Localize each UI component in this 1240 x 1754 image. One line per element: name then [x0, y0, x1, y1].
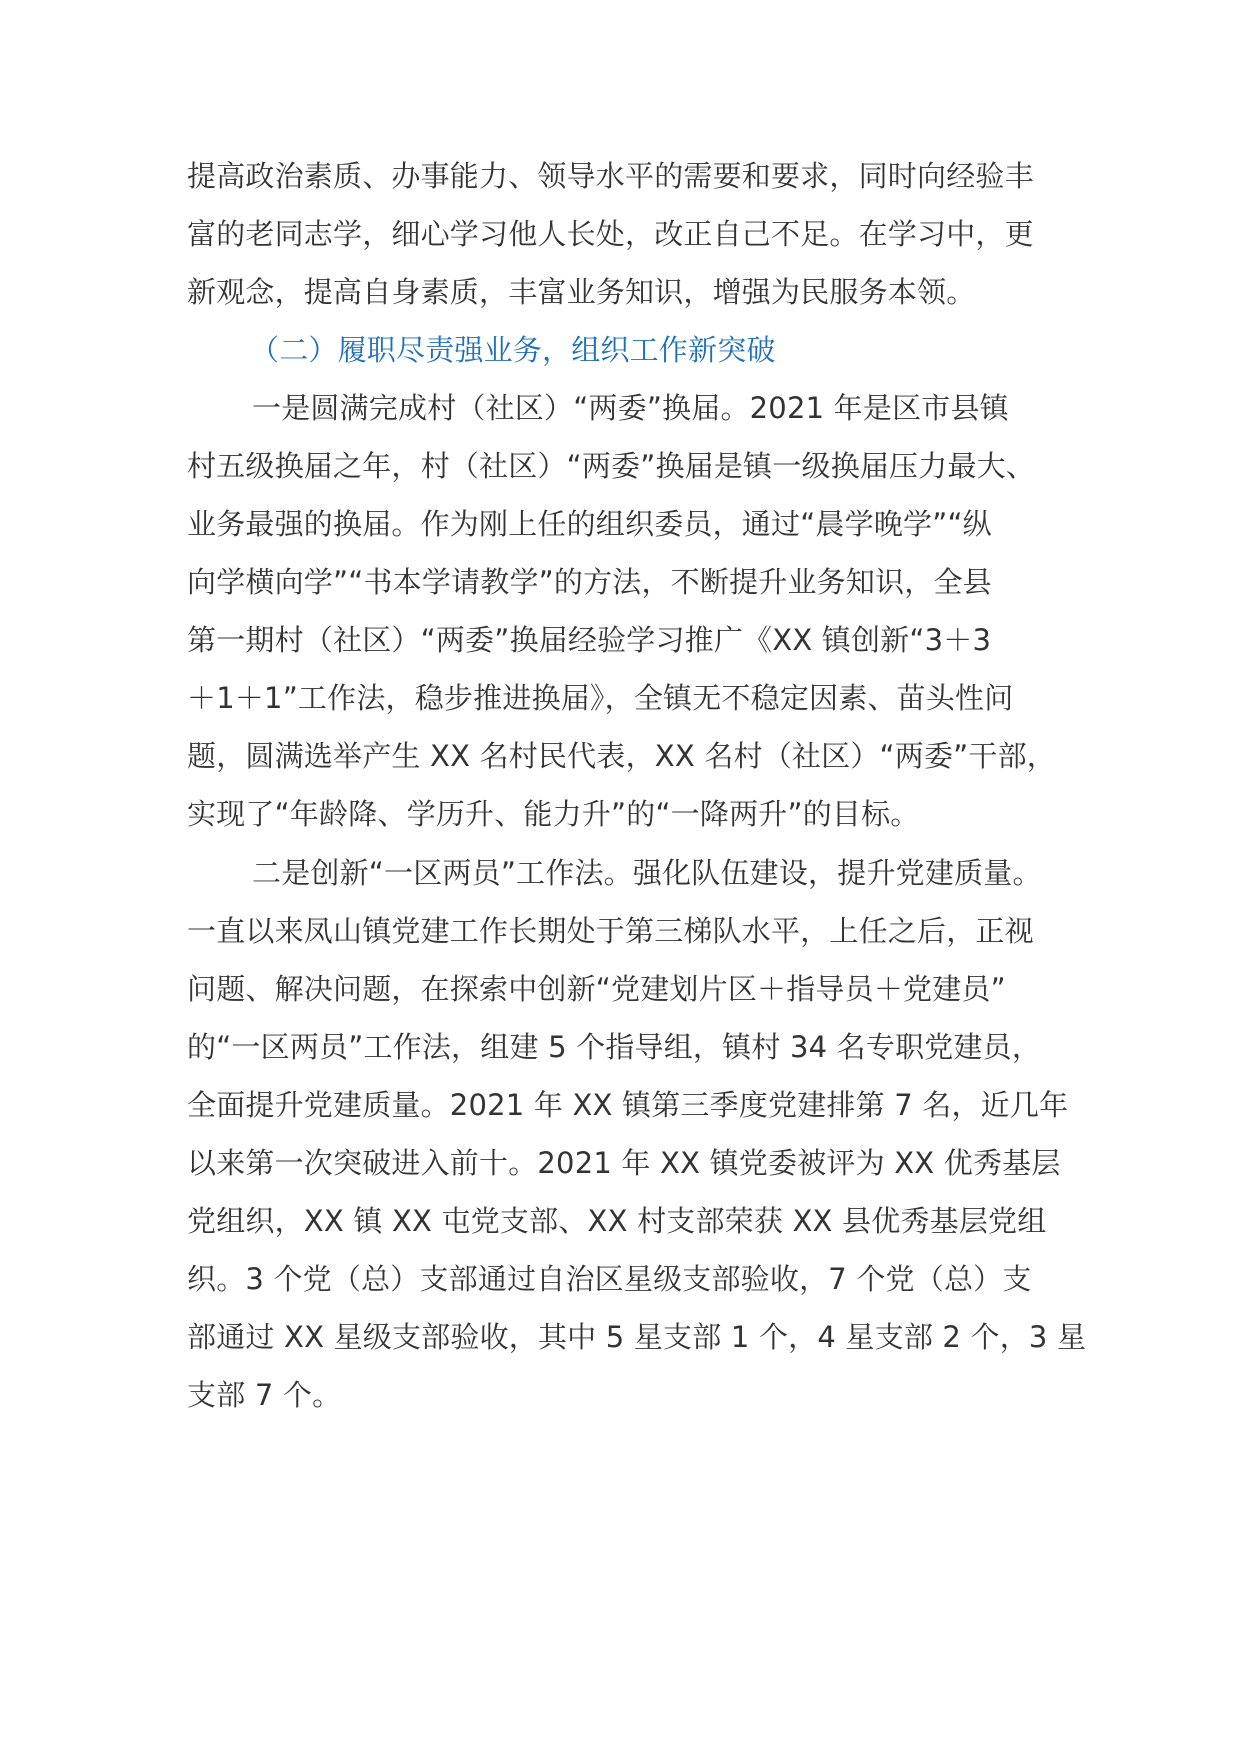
paragraph-line: 一是圆满完成村（社区）“两委”换届。2021 年是区市县镇 [252, 391, 1009, 425]
paragraph-line: 织。3 个党（总）支部通过自治区星级支部验收，7 个党（总）支 [187, 1262, 1032, 1296]
paragraph-line: 问题、解决问题，在探索中创新“党建划片区＋指导员＋党建员” [187, 972, 1006, 1006]
paragraph-line: 提高政治素质、办事能力、领导水平的需要和要求，同时向经验丰 [187, 159, 1034, 193]
paragraph-line: 富的老同志学，细心学习他人长处，改正自己不足。在学习中，更 [187, 217, 1034, 251]
paragraph-line: 一直以来凤山镇党建工作长期处于第三梯队水平，上任之后，正视 [187, 914, 1034, 948]
paragraph-line: 支部 7 个。 [187, 1378, 342, 1412]
paragraph-line: 村五级换届之年，村（社区）“两委”换届是镇一级换届压力最大、 [187, 449, 1036, 483]
paragraph-line: 党组织，XX 镇 XX 屯党支部、XX 村支部荣获 XX 县优秀基层党组 [187, 1204, 1047, 1238]
paragraph-line: 实现了“年龄降、学历升、能力升”的“一降两升”的目标。 [187, 797, 920, 831]
paragraph-line: ＋1＋1”工作法，稳步推进换届》，全镇无不稳定因素、苗头性问 [187, 681, 1014, 715]
paragraph-line: 题，圆满选举产生 XX 名村民代表，XX 名村（社区）“两委”干部， [187, 739, 1056, 773]
paragraph-line: 以来第一次突破进入前十。2021 年 XX 镇党委被评为 XX 优秀基层 [187, 1146, 1061, 1180]
paragraph-line: 第一期村（社区）“两委”换届经验学习推广《XX 镇创新“3＋3 [187, 623, 992, 657]
paragraph-line: 部通过 XX 星级支部验收，其中 5 星支部 1 个，4 星支部 2 个，3 星 [187, 1320, 1087, 1354]
paragraph-line: 新观念，提高自身素质，丰富业务知识，增强为民服务本领。 [187, 275, 976, 309]
paragraph-line: 向学横向学”“书本学请教学”的方法，不断提升业务知识，全县 [187, 565, 992, 599]
section-heading: （二）履职尽责强业务，组织工作新突破 [250, 333, 776, 367]
paragraph-line: 业务最强的换届。作为刚上任的组织委员，通过“晨学晚学”“纵 [187, 507, 992, 541]
paragraph-line: 二是创新“一区两员”工作法。强化队伍建设，提升党建质量。 [252, 856, 1042, 890]
paragraph-line: 全面提升党建质量。2021 年 XX 镇第三季度党建排第 7 名，近几年 [187, 1088, 1069, 1122]
paragraph-line: 的“一区两员”工作法，组建 5 个指导组，镇村 34 名专职党建员， [187, 1030, 1042, 1064]
